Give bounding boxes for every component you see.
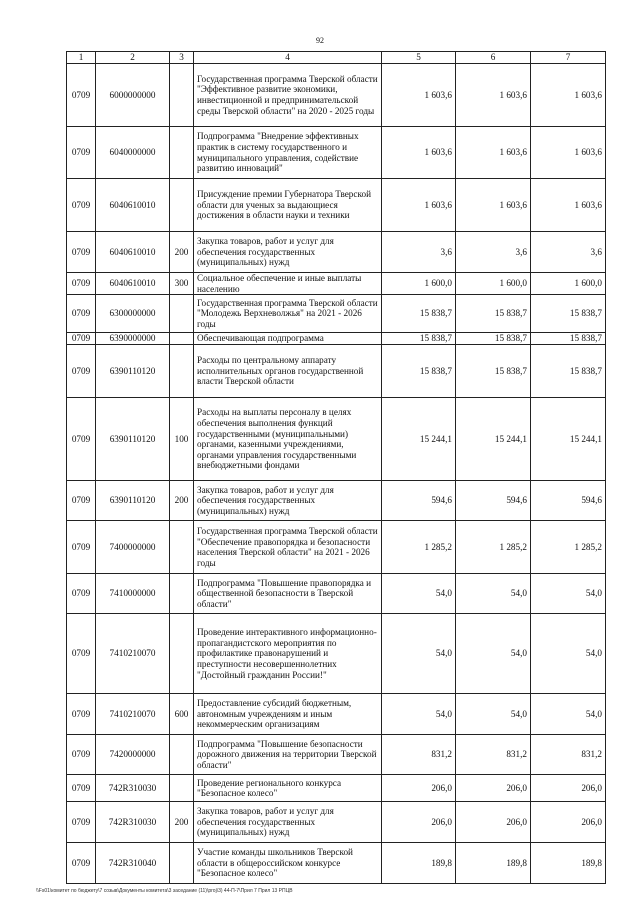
section-code-cell: 0709 [67,179,96,232]
item-name-cell: Закупка товаров, работ и услуг для обеспечения государственных (муниципальных) нужд [194,232,382,273]
target-article-cell: 6000000000 [96,64,170,127]
amount-year2-cell: 831,2 [456,735,531,775]
amount-year2-cell: 206,0 [456,802,531,843]
section-code-cell: 0709 [67,232,96,273]
amount-year3-cell: 3,6 [531,232,606,273]
section-code-cell: 0709 [67,273,96,295]
table-row [67,295,606,333]
expense-type-cell [170,345,194,398]
table-row [67,345,606,398]
expense-type-cell [170,843,194,884]
table-row [67,232,606,273]
item-name-cell: Социальное обеспечение и иные выплаты населению [194,273,382,295]
expense-type-cell: 200 [170,232,194,273]
header-cell: 7 [531,52,606,64]
expense-type-cell: 100 [170,398,194,481]
table-row [67,273,606,295]
table-row [67,614,606,694]
table-row [67,179,606,232]
target-article-cell: 7410210070 [96,694,170,735]
amount-year3-cell: 1 285,2 [531,521,606,574]
amount-year2-cell: 3,6 [456,232,531,273]
amount-year1-cell: 1 603,6 [382,64,456,127]
target-article-cell: 7420000000 [96,735,170,775]
amount-year1-cell: 54,0 [382,614,456,694]
header-row [67,52,606,64]
item-name-cell: Проведение интерактивного информационно-пропагандистского мероприятия по профилактике правонарушений и преступности несовершеннолетних "Достойный гражданин России!" [194,614,382,694]
target-article-cell: 6300000000 [96,295,170,333]
target-article-cell: 6390110120 [96,398,170,481]
amount-year3-cell: 189,8 [531,843,606,884]
section-code-cell: 0709 [67,614,96,694]
amount-year2-cell: 594,6 [456,481,531,521]
amount-year3-cell: 1 603,6 [531,64,606,127]
footer-file-path: \\Fs01\комитет по бюджету\7 созыв\Документы комитета\3 заседание (11)\proj\3) 44-П-7\Прил 7 Прил 13 РПЦВ [36,888,293,894]
amount-year1-cell: 1 600,0 [382,273,456,295]
item-name-cell: Государственная программа Тверской области "Эффективное развитие экономики, инвестиционной и предпринимательской среды Тверской области" на 2020 - 2025 годы [194,64,382,127]
table-row [67,775,606,802]
header-cell: 1 [67,52,96,64]
target-article-cell: 6040610010 [96,179,170,232]
amount-year3-cell: 15 244,1 [531,398,606,481]
section-code-cell: 0709 [67,521,96,574]
budget-table [66,51,606,884]
section-code-cell: 0709 [67,345,96,398]
item-name-cell: Подпрограмма "Внедрение эффективных практик в систему государственного и муниципального управления, содействие развитию инноваций" [194,127,382,179]
amount-year3-cell: 15 838,7 [531,333,606,345]
section-code-cell: 0709 [67,843,96,884]
item-name-cell: Проведение регионального конкурса "Безопасное колесо" [194,775,382,802]
amount-year2-cell: 15 838,7 [456,295,531,333]
header-cell: 4 [194,52,382,64]
item-name-cell: Закупка товаров, работ и услуг для обеспечения государственных (муниципальных) нужд [194,481,382,521]
section-code-cell: 0709 [67,127,96,179]
amount-year1-cell: 3,6 [382,232,456,273]
section-code-cell: 0709 [67,295,96,333]
amount-year3-cell: 54,0 [531,694,606,735]
amount-year1-cell: 54,0 [382,694,456,735]
target-article-cell: 7400000000 [96,521,170,574]
section-code-cell: 0709 [67,64,96,127]
section-code-cell: 0709 [67,775,96,802]
amount-year3-cell: 1 600,0 [531,273,606,295]
amount-year3-cell: 206,0 [531,802,606,843]
table-row [67,735,606,775]
amount-year3-cell: 831,2 [531,735,606,775]
item-name-cell: Подпрограмма "Повышение правопорядка и общественной безопасности в Тверской области" [194,574,382,614]
section-code-cell: 0709 [67,694,96,735]
section-code-cell: 0709 [67,333,96,345]
amount-year3-cell: 1 603,6 [531,127,606,179]
amount-year2-cell: 206,0 [456,775,531,802]
expense-type-cell [170,179,194,232]
amount-year1-cell: 15 244,1 [382,398,456,481]
item-name-cell: Участие команды школьников Тверской области в общероссийском конкурсе "Безопасное колесо" [194,843,382,884]
expense-type-cell [170,333,194,345]
table-row [67,843,606,884]
target-article-cell: 742R310040 [96,843,170,884]
item-name-cell: Государственная программа Тверской области "Молодежь Верхневолжья" на 2021 - 2026 годы [194,295,382,333]
amount-year3-cell: 15 838,7 [531,345,606,398]
expense-type-cell: 600 [170,694,194,735]
header-cell: 5 [382,52,456,64]
item-name-cell: Расходы на выплаты персоналу в целях обеспечения выполнения функций государственными (муниципальными) органами, казенными учреждениями, органами управления государственными внебюджетными фондами [194,398,382,481]
target-article-cell: 7410210070 [96,614,170,694]
header-cell: 2 [96,52,170,64]
section-code-cell: 0709 [67,398,96,481]
amount-year1-cell: 15 838,7 [382,295,456,333]
amount-year2-cell: 15 838,7 [456,345,531,398]
expense-type-cell [170,64,194,127]
table-row [67,64,606,127]
expense-type-cell [170,521,194,574]
amount-year1-cell: 206,0 [382,802,456,843]
expense-type-cell [170,574,194,614]
amount-year1-cell: 1 603,6 [382,127,456,179]
amount-year1-cell: 1 603,6 [382,179,456,232]
expense-type-cell [170,775,194,802]
amount-year2-cell: 1 603,6 [456,127,531,179]
section-code-cell: 0709 [67,574,96,614]
target-article-cell: 6390110120 [96,345,170,398]
amount-year1-cell: 15 838,7 [382,345,456,398]
target-article-cell: 742R310030 [96,775,170,802]
amount-year3-cell: 54,0 [531,614,606,694]
section-code-cell: 0709 [67,735,96,775]
target-article-cell: 7410000000 [96,574,170,614]
page-number: 92 [316,36,324,45]
amount-year2-cell: 54,0 [456,614,531,694]
amount-year1-cell: 594,6 [382,481,456,521]
expense-type-cell: 300 [170,273,194,295]
expense-type-cell: 200 [170,802,194,843]
amount-year2-cell: 1 600,0 [456,273,531,295]
expense-type-cell [170,295,194,333]
amount-year2-cell: 1 285,2 [456,521,531,574]
amount-year3-cell: 54,0 [531,574,606,614]
item-name-cell: Закупка товаров, работ и услуг для обеспечения государственных (муниципальных) нужд [194,802,382,843]
table-row [67,127,606,179]
amount-year3-cell: 1 603,6 [531,179,606,232]
target-article-cell: 6040000000 [96,127,170,179]
expense-type-cell [170,735,194,775]
table-row [67,398,606,481]
amount-year2-cell: 1 603,6 [456,64,531,127]
amount-year1-cell: 189,8 [382,843,456,884]
target-article-cell: 6390000000 [96,333,170,345]
section-code-cell: 0709 [67,802,96,843]
item-name-cell: Государственная программа Тверской области "Обеспечение правопорядка и безопасности населения Тверской области" на 2021 - 2026 годы [194,521,382,574]
amount-year2-cell: 1 603,6 [456,179,531,232]
table-row [67,802,606,843]
expense-type-cell [170,127,194,179]
header-cell: 6 [456,52,531,64]
table-row [67,694,606,735]
amount-year2-cell: 54,0 [456,574,531,614]
amount-year1-cell: 206,0 [382,775,456,802]
table-row [67,574,606,614]
section-code-cell: 0709 [67,481,96,521]
amount-year1-cell: 15 838,7 [382,333,456,345]
item-name-cell: Присуждение премии Губернатора Тверской области для ученых за выдающиеся достижения в области науки и техники [194,179,382,232]
amount-year3-cell: 15 838,7 [531,295,606,333]
amount-year2-cell: 54,0 [456,694,531,735]
amount-year2-cell: 15 838,7 [456,333,531,345]
item-name-cell: Предоставление субсидий бюджетным, автономным учреждениям и иным некоммерческим организациям [194,694,382,735]
amount-year3-cell: 594,6 [531,481,606,521]
target-article-cell: 6040610010 [96,232,170,273]
target-article-cell: 6390110120 [96,481,170,521]
amount-year2-cell: 189,8 [456,843,531,884]
table-row [67,521,606,574]
amount-year3-cell: 206,0 [531,775,606,802]
target-article-cell: 6040610010 [96,273,170,295]
item-name-cell: Расходы по центральному аппарату исполнительных органов государственной власти Тверской области [194,345,382,398]
item-name-cell: Подпрограмма "Повышение безопасности дорожного движения на территории Тверской области" [194,735,382,775]
table-row [67,481,606,521]
expense-type-cell [170,614,194,694]
amount-year2-cell: 15 244,1 [456,398,531,481]
amount-year1-cell: 1 285,2 [382,521,456,574]
expense-type-cell: 200 [170,481,194,521]
target-article-cell: 742R310030 [96,802,170,843]
item-name-cell: Обеспечивающая подпрограмма [194,333,382,345]
header-cell: 3 [170,52,194,64]
amount-year1-cell: 54,0 [382,574,456,614]
table-row [67,333,606,345]
amount-year1-cell: 831,2 [382,735,456,775]
